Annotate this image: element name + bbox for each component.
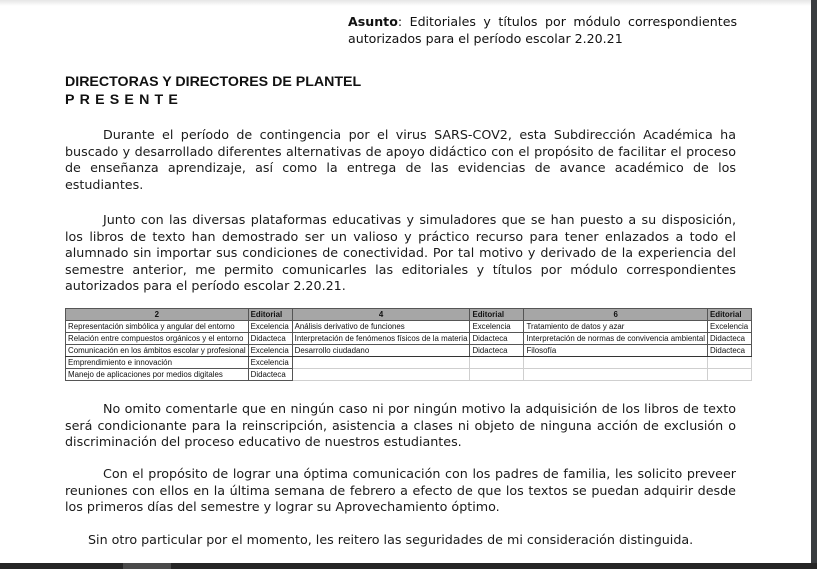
table-cell: Filosofía [524, 345, 708, 357]
table-cell: Didacteca [707, 345, 751, 357]
table-row [66, 333, 752, 345]
table-cell: Comunicación en los ámbitos escolar y profesional [66, 345, 249, 357]
table-row [66, 357, 752, 369]
table-cell: Didacteca [248, 369, 292, 381]
table-cell: Representación simbólica y angular del entorno [66, 321, 249, 333]
paragraph-2: Junto con las diversas plataformas educativas y simuladores que se han puesto a su disposición, los libros de texto han demostrado ser un valioso y práctico recurso para tener enlazados a todo el alumnado sin importar sus condiciones de conectividad. Por tal motivo y derivado de la experiencia del semestre anterior, me permito comunicarles las editoriales y títulos por módulo correspondientes autorizados para el período escolar 2.20.21. [65, 212, 736, 294]
table-cell-empty [292, 369, 470, 381]
addressee-presente: PRESENTE [65, 92, 184, 108]
horizontal-scrollbar[interactable] [0, 563, 817, 569]
column-header-editorial: Editorial [248, 309, 292, 321]
table-cell: Tratamiento de datos y azar [524, 321, 708, 333]
table-cell: Manejo de aplicaciones por medios digitales [66, 369, 249, 381]
subject-label: Asunto [348, 14, 398, 29]
table-cell: Didacteca [248, 333, 292, 345]
table-cell: Emprendimiento e innovación [66, 357, 249, 369]
paragraph-1: Durante el período de contingencia por el virus SARS-COV2, esta Subdirección Académica ha buscado y desarrollado diferentes alternativas de apoyo didáctico con el propósito de facilitar el proceso de enseñanza aprendizaje, así como la entrega de las evidencias de avance académico de los estudiantes. [65, 127, 736, 192]
addressee-title: DIRECTORAS Y DIRECTORES DE PLANTEL [65, 74, 362, 90]
table-cell: Didacteca [470, 345, 524, 357]
paragraph-3: No omito comentarle que en ningún caso ni por ningún motivo la adquisición de los libros de texto será condicionante para la reinscripción, asistencia a clases ni objeto de ninguna acción de exclusión o discriminación del proceso educativo de nuestros estudiantes. [65, 401, 736, 450]
addressee-block [65, 73, 361, 109]
table-cell-empty [707, 369, 751, 381]
column-header-module-2: 2 [66, 309, 249, 321]
subject-block [348, 13, 737, 47]
table-cell: Análisis derivativo de funciones [292, 321, 470, 333]
subject-text: : Editoriales y títulos por módulo correspondientes autorizados para el período escolar 2.20.21 [348, 14, 737, 46]
table-header-row [66, 309, 752, 321]
viewer-right-edge [811, 0, 817, 569]
column-header-editorial: Editorial [707, 309, 751, 321]
table-cell: Excelencia [707, 321, 751, 333]
table-cell-empty [292, 357, 470, 369]
table-cell: Didacteca [470, 333, 524, 345]
table-cell-empty [524, 369, 708, 381]
table-row [66, 345, 752, 357]
paragraph-4: Con el propósito de lograr una óptima comunicación con los padres de familia, les solicito preveer reuniones con ellos en la última semana de febrero a efecto de que los textos se puedan adquirir desde los primeros días del semestre y lograr su Aprovechamiento óptimo. [65, 466, 736, 515]
table-cell: Excelencia [248, 357, 292, 369]
table-cell-empty [470, 357, 524, 369]
table-cell: Interpretación de normas de convivencia ambiental [524, 333, 708, 345]
table-cell: Didacteca [707, 333, 751, 345]
column-header-module-6: 6 [524, 309, 708, 321]
editorial-table [65, 308, 752, 381]
table-cell: Excelencia [248, 321, 292, 333]
table-cell-empty [524, 357, 708, 369]
table-row [66, 369, 752, 381]
table-cell: Desarrollo ciudadano [292, 345, 470, 357]
column-header-editorial: Editorial [470, 309, 524, 321]
table-cell-empty [470, 369, 524, 381]
table-cell: Relación entre compuestos orgánicos y el entorno [66, 333, 249, 345]
table-cell: Interpretación de fenómenos físicos de la materia [292, 333, 470, 345]
column-header-module-4: 4 [292, 309, 470, 321]
table-cell-empty [707, 357, 751, 369]
scrollbar-thumb[interactable] [123, 563, 171, 569]
table-cell: Excelencia [248, 345, 292, 357]
page-top-shadow [0, 0, 811, 6]
table-row [66, 321, 752, 333]
paragraph-closing: Sin otro particular por el momento, les reitero las seguridades de mi consideración distinguida. [88, 532, 694, 547]
table-cell: Excelencia [470, 321, 524, 333]
